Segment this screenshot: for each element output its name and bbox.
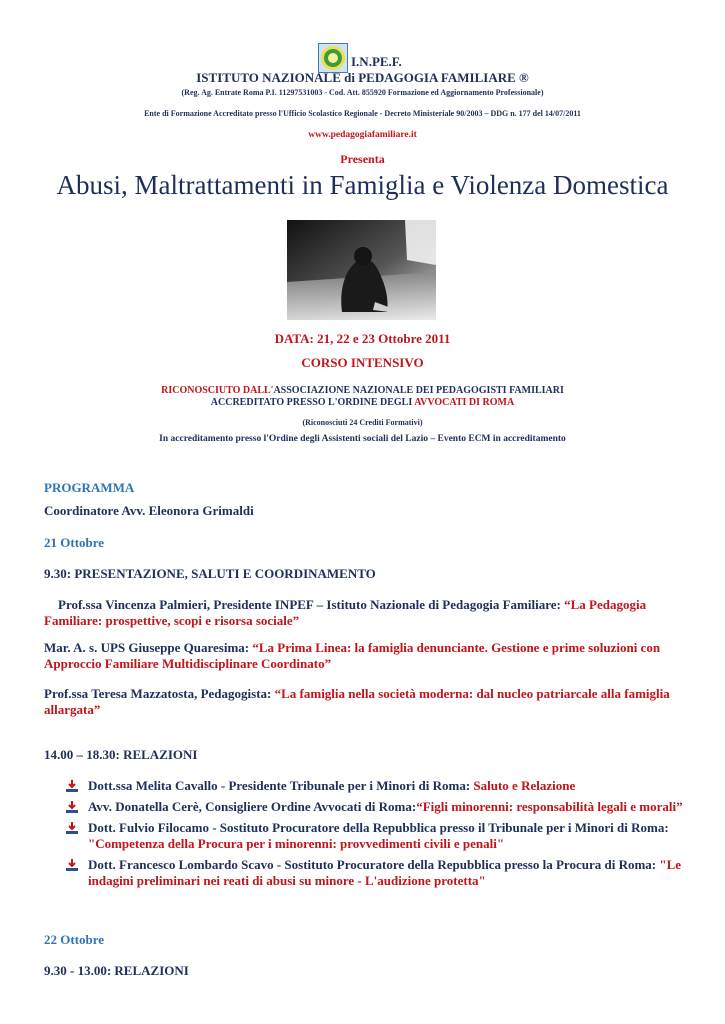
- report-item: [66, 778, 686, 794]
- report-title: "Competenza della Procura per i minorenni: provvedimenti civili e penali": [88, 836, 505, 851]
- accreditation-info: Ente di Formazione Accreditato presso l'Ufficio Scolastico Regionale - Decreto Ministeriale 90/2003 – DDG n. 177 del 14/07/2011: [144, 109, 581, 118]
- event-date: DATA: 21, 22 e 23 Ottobre 2011: [274, 331, 451, 346]
- inpef-logo: [318, 43, 348, 73]
- talk-item: [44, 640, 684, 672]
- bullet-arrow-icon: [66, 780, 78, 792]
- day1-opening: 9.30: PRESENTAZIONE, SALUTI E COORDINAMENTO: [44, 566, 376, 581]
- talk-item: [44, 686, 684, 718]
- accredited-body: AVVOCATI DI ROMA: [414, 397, 515, 408]
- talk-title: “La Pedagogia Familiare: prospettive, scopi e risorsa sociale”: [44, 597, 647, 628]
- program-heading: PROGRAMMA: [44, 480, 135, 495]
- report-title: "Le indagini preliminari nei reati di abusi su minore - L'audizione protetta": [88, 857, 682, 888]
- event-title: Abusi, Maltrattamenti in Famiglia e Violenza Domestica: [56, 170, 669, 200]
- reports-list: [66, 778, 686, 894]
- report-speaker: Dott. Fulvio Filocamo - Sostituto Procuratore della Repubblica presso il Tribunale per i Minori di Roma:: [88, 820, 669, 835]
- bullet-arrow-icon: [66, 822, 78, 834]
- report-item: [66, 820, 686, 852]
- report-speaker: Avv. Donatella Cerè, Consigliere Ordine Avvocati di Roma:: [88, 799, 417, 814]
- recognition-body: ASSOCIAZIONE NAZIONALE DEI PEDAGOGISTI FAMILIARI: [273, 385, 564, 396]
- talk-item: [44, 597, 684, 629]
- report-item: [66, 857, 686, 889]
- day1-date: 21 Ottobre: [44, 535, 105, 550]
- day1-afternoon: 14.00 – 18.30: RELAZIONI: [44, 747, 198, 762]
- talk-title: “La Prima Linea: la famiglia denunciante. Gestione e prime soluzioni con Approccio Familiare Multidisciplinare Coordinato”: [44, 640, 661, 671]
- talk-speaker: Mar. A. s. UPS Giuseppe Quaresima:: [44, 640, 253, 655]
- institute-acronym: I.N.PE.F.: [351, 54, 402, 69]
- course-type: CORSO INTENSIVO: [301, 355, 424, 370]
- report-speaker: Dott. Francesco Lombardo Scavo - Sostituto Procuratore della Repubblica presso la Procura di Roma:: [88, 857, 660, 872]
- website-link[interactable]: www.pedagogiafamiliare.it: [308, 130, 417, 140]
- day2-date: 22 Ottobre: [44, 932, 105, 947]
- event-photo: [287, 220, 436, 320]
- report-title: Saluto e Relazione: [473, 778, 576, 793]
- talk-speaker: Prof.ssa Vincenza Palmieri, Presidente INPEF – Istituto Nazionale di Pedagogia Familiare:: [58, 597, 565, 612]
- recognition-line: [0, 385, 725, 396]
- report-title: “Figli minorenni: responsabilità legali e morali”: [416, 799, 683, 814]
- recognition-prefix: RICONOSCIUTO DALL': [161, 385, 274, 396]
- accredited-prefix: ACCREDITATO PRESSO L'ORDINE DEGLI: [210, 397, 415, 408]
- credits-note: (Riconosciuti 24 Crediti Formativi): [302, 418, 423, 427]
- day2-session: 9.30 - 13.00: RELAZIONI: [44, 963, 189, 978]
- institute-name: ISTITUTO NAZIONALE di PEDAGOGIA FAMILIARE ®: [196, 70, 529, 85]
- presents-label: Presenta: [340, 152, 385, 166]
- bullet-arrow-icon: [66, 859, 78, 871]
- coordinator: Coordinatore Avv. Eleonora Grimaldi: [44, 503, 254, 518]
- report-item: [66, 799, 686, 815]
- talk-speaker: Prof.ssa Teresa Mazzatosta, Pedagogista:: [44, 686, 275, 701]
- pending-accreditation: In accreditamento presso l'Ordine degli Assistenti sociali del Lazio – Evento ECM in accreditamento: [159, 434, 566, 444]
- report-speaker: Dott.ssa Melita Cavallo - Presidente Tribunale per i Minori di Roma:: [88, 778, 474, 793]
- bullet-arrow-icon: [66, 801, 78, 813]
- talk-title: “La famiglia nella società moderna: dal nucleo patriarcale alla famiglia allargata”: [44, 686, 670, 717]
- registration-info: (Reg. Ag. Entrate Roma P.I. 11297531003 - Cod. Att. 855920 Formazione ed Aggiornamento Professionale): [181, 88, 544, 97]
- accredited-line: [0, 397, 725, 408]
